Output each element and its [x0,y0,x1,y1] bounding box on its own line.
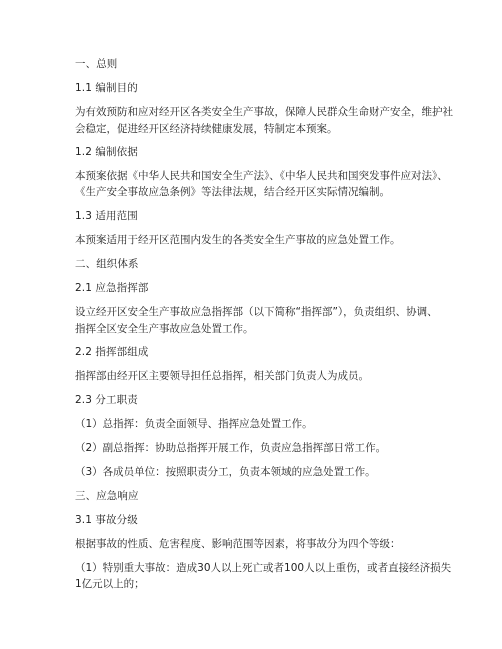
subsection-heading: 2.3 分工职责 [75,394,138,406]
paragraph-line: （2）副总指挥：协助总指挥开展工作，负责应急指挥部日常工作。 [75,442,387,454]
paragraph-line: 本预案适用于经开区范围内发生的各类安全生产事故的应急处置工作。 [75,234,401,246]
paragraph-line: 指挥部由经开区主要领导担任总指挥，相关部门负责人为成员。 [75,370,369,382]
subsection-heading: 2.2 指挥部组成 [75,346,149,358]
paragraph-line: 本预案依据《中华人民共和国安全生产法》、《中华人民共和国突发事件应对法》、 [75,170,448,182]
paragraph-line: 会稳定，促进经开区经济持续健康发展，特制定本预案。 [75,123,338,135]
subsection-heading: 1.1 编制目的 [75,82,138,94]
paragraph-line: 1亿元以上的； [75,578,145,590]
subsection-heading: 2.1 应急指挥部 [75,282,149,294]
subsection-heading: 1.2 编制依据 [75,146,138,158]
section-heading: 一、总则 [75,58,118,70]
section-heading: 二、组织体系 [75,258,139,270]
paragraph-line: （1）特别重大事故：造成30人以上死亡或者100人以上重伤，或者直接经济损失 [75,562,452,574]
section-heading: 三、应急响应 [75,490,139,502]
paragraph-line: （1）总指挥：负责全面领导、指挥应急处置工作。 [75,418,313,430]
paragraph-line: 《生产安全事故应急条例》等法律法规，结合经开区实际情况编制。 [75,186,390,198]
subsection-heading: 3.1 事故分级 [75,514,138,526]
paragraph-line: 指挥全区安全生产事故应急处置工作。 [75,323,254,335]
subsection-heading: 1.3 适用范围 [75,210,138,222]
paragraph-line: 设立经开区安全生产事故应急指挥部（以下简称“指挥部”），负责组织、协调、 [75,306,438,318]
paragraph-line: 为有效预防和应对经开区各类安全生产事故，保障人民群众生命财产安全，维护社 [75,106,453,118]
paragraph-line: （3）各成员单位：按照职责分工，负责本领域的应急处置工作。 [75,466,376,478]
paragraph-line: 根据事故的性质、危害程度、影响范围等因素，将事故分为四个等级： [75,538,401,550]
